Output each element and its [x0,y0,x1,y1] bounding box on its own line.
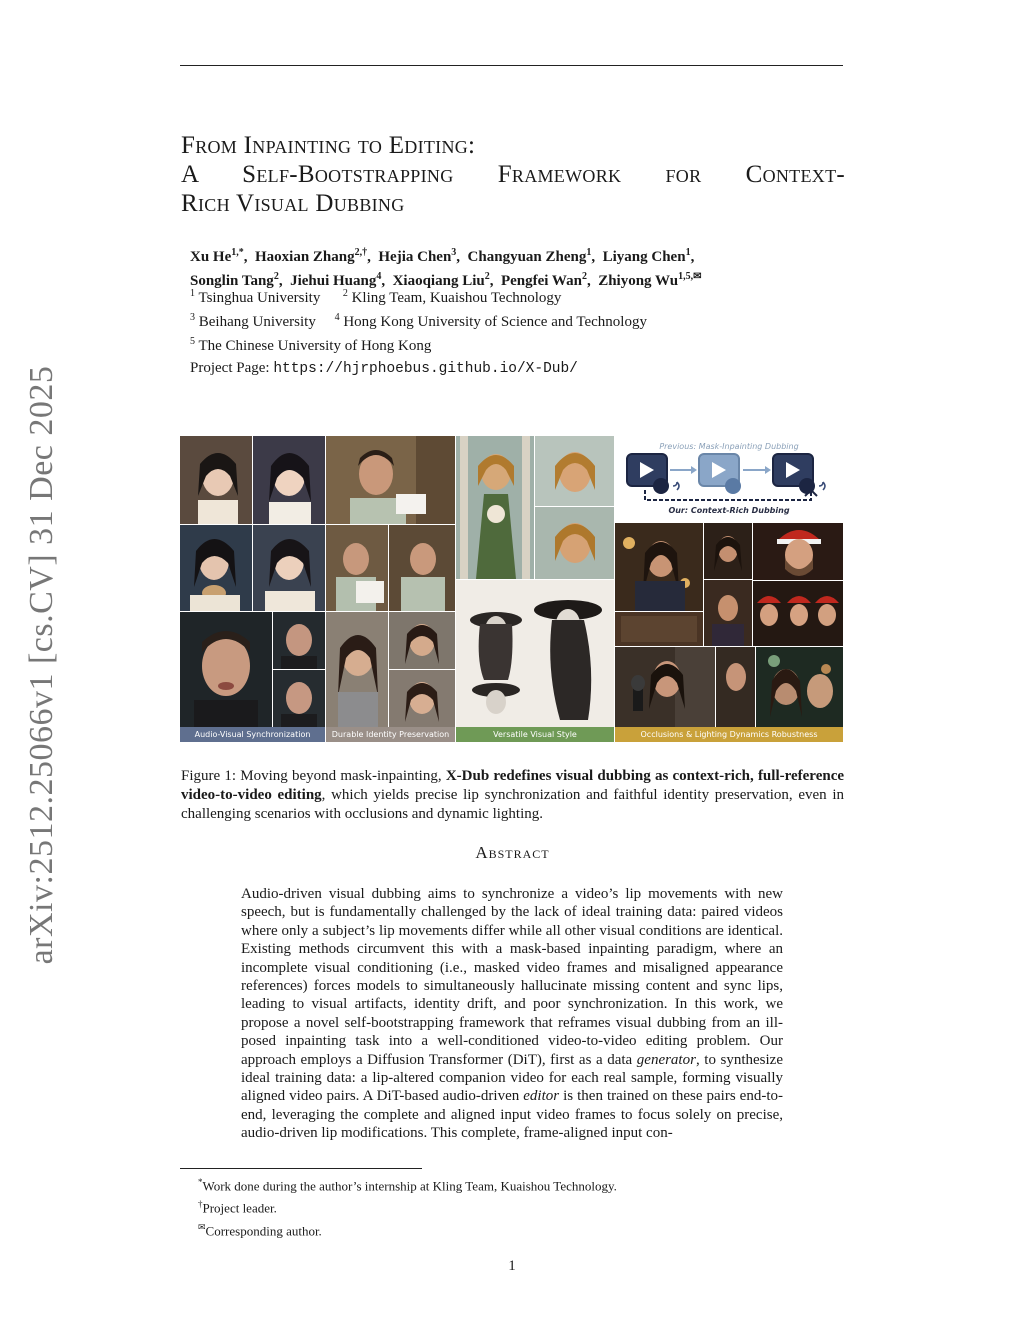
page-number: 1 [508,1258,516,1274]
abstract-text: Audio-driven visual dubbing aims to synchronize a video’s lip movements with new speech, but is fundamentally challenged by the lack of ideal training data: paired videos where only a subject’s lip movements differ while all other visual conditions are identical. Existing methods circumvent this with a mask-based inpainting paradigm, where an incomplete visual conditioning (i.e., masked video frames and misaligned appearance references) forces models to simultaneously hallucinate missing content and sync lips, leading to visual artifacts, identity drift, and poor synchronization. In this work, we propose a novel self-bootstrapping framework that reframes visual dubbing from an ill-posed inpainting task into a well-conditioned video-to-video editing problem. Our approach employs a Diffusion Transformer (DiT), first as a data [241,886,783,1068]
figure-caption-bar-label: Occlusions & Lighting Dynamics Robustness [640,730,818,739]
woman-selfie-frame [389,670,455,727]
figure-caption-suffix: , which yields precise lip synchronization and faithful identity preservation, even in challenging scenarios with occlusions and dynamic lighting. [181,787,844,822]
abstract-body [241,885,783,1143]
woman-closeup-frame [180,436,252,524]
man-portrait-frame [273,670,325,727]
figure-caption-bar [180,727,325,742]
author: Pengfei Wan [500,273,582,289]
affil-num: 1 [190,288,195,299]
affil-num: 2 [342,288,348,299]
woman-reading-frame [389,525,455,611]
inset-top-label: Previous: Mask-Inpainting Dubbing [659,442,799,451]
footnote-mark: ✉ [198,1221,206,1232]
woman-coffee-frame [253,525,325,611]
microphone-woman-frame [716,647,755,727]
affil-num: 3 [190,312,195,323]
affil-num: 5 [190,336,195,347]
project-url-link[interactable]: https://hjrphoebus.github.io/X-Dub/ [273,361,578,377]
figure-caption-bar [326,727,455,742]
figure-caption [181,767,844,824]
man-portrait-frame [273,612,325,669]
author: Xu He [190,249,232,265]
author-sup: 1 [685,247,691,258]
footnotes [198,1173,838,1240]
abstract-text: is then trained on these pairs end-to-end, leveraging the complete and aligned input video frames to focus solely on precise, audio-driven lip modifications. This complete, frame-aligned input con- [241,1088,783,1142]
sketch-woman-frame [456,580,614,727]
abstract-emphasis: editor [523,1088,560,1105]
microphone-woman-frame [615,647,715,727]
author-sup: 4 [376,271,382,282]
affiliation: Tsinghua University [198,290,321,306]
footnote-text: Work done during the author’s internship at Kling Team, Kuaishou Technology. [202,1178,617,1194]
illustrated-woman-frame [456,436,534,579]
arxiv-stamp: arXiv:2512.25066v1 [cs.CV] 31 Dec 2025 [23,365,60,965]
paradigm-inset [615,436,843,522]
author: Hejia Chen [378,249,452,265]
figure-caption-emphasis: X-Dub redefines visual dubbing as context-rich, full-reference video-to-video editing [181,768,845,803]
author-sup: 1,* [231,247,244,258]
author-sup: 2 [581,271,587,282]
woman-coffee-frame [180,525,252,611]
author-sup: 1 [586,247,592,258]
affiliation: Beihang University [198,314,316,330]
affiliation: Kling Team, Kuaishou Technology [351,290,562,306]
footnote-mark: * [198,1177,203,1187]
illustrated-woman-frame [535,436,614,506]
singer-frame [615,612,703,646]
teaser-figure [180,436,843,742]
title-line-1: From Inpainting to Editing: [181,132,476,159]
glowing-woman-frame [756,647,843,727]
author-list: Xu $He^{1,*}$, Haoxian Zhang$^{2,\dagger}$, Hejia Chen$^3$, Changyuan Zheng$^1$, Liyang Chen$^1$, Songlin Tang$^2$, Jiehui Huang$^4$, Xiaoqiang Liu$^2$, Pengfei Wan$^2$, Zhiyong $Wu^{1,5,✉}$ [190,247,702,289]
footnote [198,1218,838,1240]
woman-selfie-frame [326,612,388,727]
figure-caption-bar [615,727,843,742]
project-label: Project Page: [190,360,270,376]
woman-reading-frame [326,436,455,524]
author: Haoxian Zhang [255,249,355,265]
santa-man-frame [753,581,843,646]
figure-caption-bar [456,727,614,742]
author-sup: 2,† [354,247,368,258]
affil-num: 4 [334,312,340,323]
man-portrait-frame [180,612,272,727]
footnote-text: Corresponding author. [205,1222,322,1238]
figure-caption-bar-label: Versatile Visual Style [493,730,577,739]
author: Changyuan Zheng [467,249,587,265]
footnote-mark: † [198,1199,203,1210]
abstract-heading: Abstract [475,843,550,862]
author: Songlin Tang [190,273,274,289]
figure-caption-bar-label: Audio-Visual Synchronization [194,730,311,739]
woman-selfie-frame [389,612,455,669]
author: Liyang Chen [602,249,686,265]
figure-caption-prefix: Figure 1: Moving beyond mask-inpainting, [181,768,446,784]
header-rule [180,65,843,66]
singer-frame [704,580,752,646]
singer-frame [615,523,703,611]
author-sup: 2 [484,271,490,282]
inset-bottom-label: Our: Context-Rich Dubbing [668,506,790,515]
affiliation: Hong Kong University of Science and Technology [343,314,647,330]
author-sup: 1,5,✉ [678,271,702,282]
woman-reading-frame [326,525,388,611]
project-page [190,360,578,377]
affiliation: The Chinese University of Hong Kong [198,338,432,354]
footnote [198,1173,838,1195]
woman-closeup-frame [253,436,325,524]
author: Jiehui Huang [290,273,377,289]
footnote-rule [180,1168,422,1169]
author-sup: 2 [273,271,279,282]
footnote-text: Project leader. [202,1200,277,1216]
abstract-text: , to synthesize ideal training data: a lip-altered companion video for each real sample, forming visually aligned video pairs. A DiT-based audio-driven [241,1051,783,1105]
title-line-3: Rich Visual Dubbing [181,190,405,217]
author: Xiaoqiang Liu [392,273,485,289]
title-line-2: A Self-Bootstrapping Framework for Context- [181,161,845,188]
santa-man-frame [753,523,843,580]
figure-caption-bar-label: Durable Identity Preservation [331,730,450,739]
author: Zhiyong Wu [598,273,679,289]
singer-frame [704,523,752,579]
affiliations [190,284,830,356]
author-sup: 3 [451,247,457,258]
abstract-emphasis: generator [636,1051,696,1068]
paper-title [181,131,845,218]
illustrated-woman-frame [535,507,614,579]
footnote [198,1195,838,1217]
